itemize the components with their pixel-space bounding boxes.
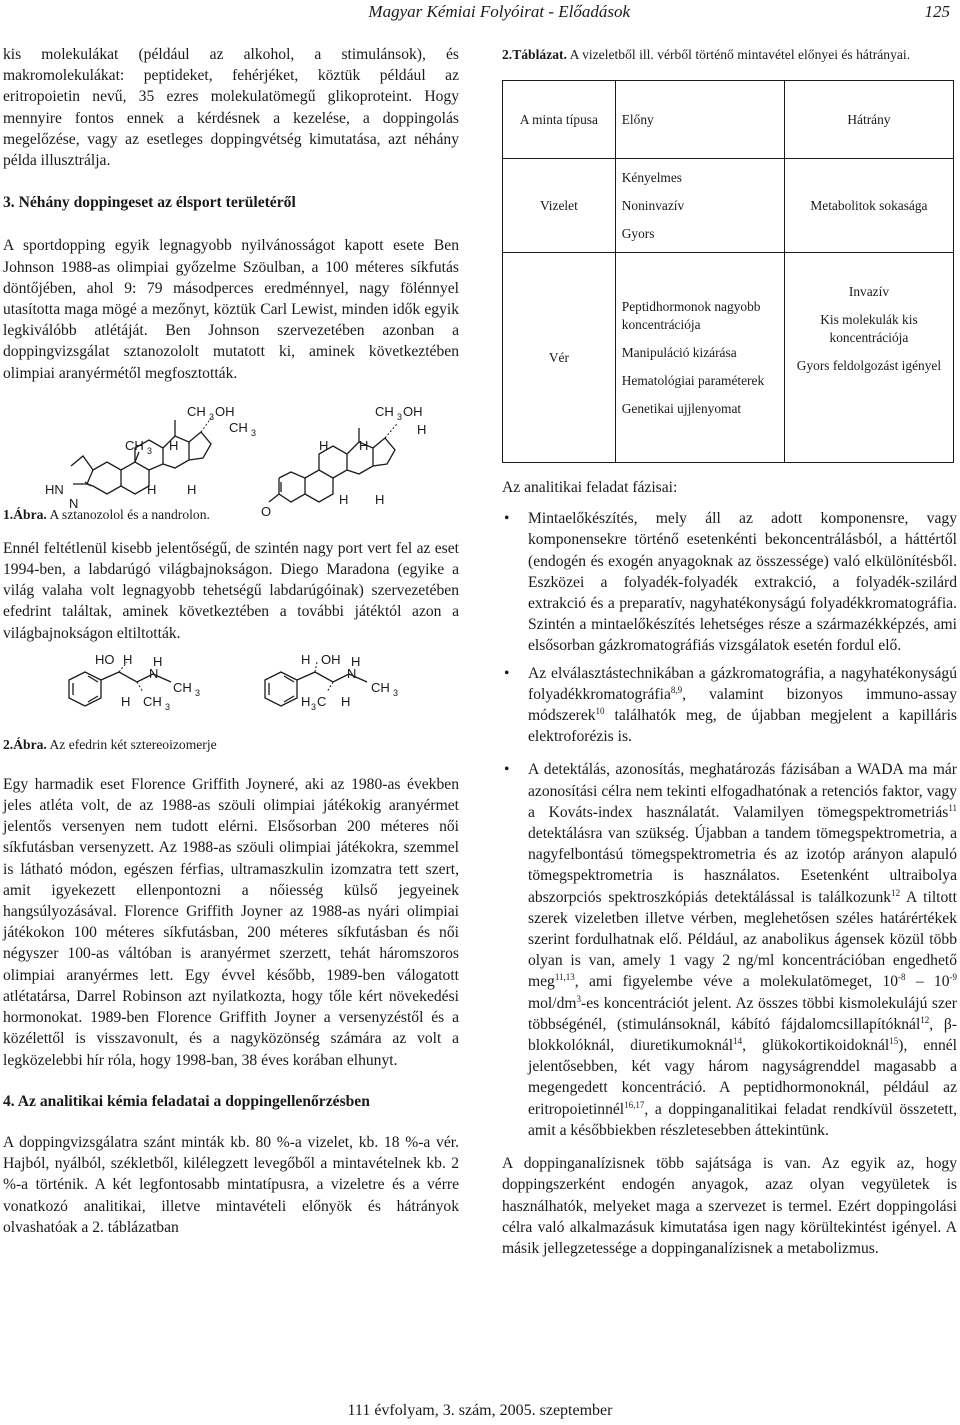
label-oh-b: OH (403, 403, 423, 419)
table-caption-text: A vizeletből ill. vérből történő mintavétel előnyei és hátrányai. (566, 47, 911, 62)
label-sub3-b: 3 (209, 411, 215, 422)
label-h-5: H (351, 653, 361, 669)
urine-pro-item: Gyors (621, 225, 655, 241)
label-h-3: H (121, 693, 131, 709)
label-h3c-h: H (301, 693, 311, 709)
bullet-icon: • (504, 761, 510, 779)
list-item (502, 508, 957, 656)
section-4-heading: 4. Az analitikai kémia feladatai a doppingellenőrzésben (3, 1092, 370, 1110)
label-sub3-a: 3 (147, 445, 153, 456)
label-sub3-d: 3 (397, 411, 403, 422)
table-header-row (503, 81, 954, 159)
label-h3c-c: C (317, 693, 327, 709)
label-h-4: H (301, 651, 311, 667)
label-ch3-c: CH (229, 419, 248, 435)
label-n-2: N (347, 665, 357, 681)
phase-separation: Az elválasztástechnikában a gázkromatográfia, a nagyhatékonyságú folyadékkromatográfia$^{8,9}$, valamint bizonyos immuno-assay módszerek$^{10}$ találhatók meg, de újabban megjelent a kapilláris elektroforézis is. (528, 664, 957, 746)
header-disadvantage: Hátrány (784, 81, 953, 159)
label-hn: HN (45, 481, 64, 497)
figure-2 (3, 650, 459, 754)
section-3-heading: 3. Néhány doppingeset az élsport területéről (3, 194, 296, 212)
label-ch3-1: CH (173, 679, 192, 695)
label-h-d: H (319, 437, 329, 453)
label-sub3-3: 3 (393, 687, 399, 698)
blood-con-item: Gyors feldolgozást igényel (796, 358, 942, 373)
stanozolol-nandrolone-structures (3, 388, 459, 520)
blood-pro-item: Manipuláció kizárása (621, 344, 737, 360)
label-h-6: H (341, 693, 351, 709)
sampling-table (502, 80, 954, 463)
label-ch3-b: CH (187, 403, 206, 419)
header-advantage: Előny (615, 81, 784, 159)
label-o: O (261, 503, 272, 519)
paragraph-maradona: Ennél feltétlenül kisebb jelentőségű, de szintén nagy port vert fel az eset 1994-ben, a labdarúgó világbajnokságon. Diego Maradona (egyike a világ valaha volt legnagyobb tehetségű labdarúgóinak) szervezetében efedrint találtak, aminek következtében a további játéktól azon a világbajnokságon eltiltották. (3, 539, 459, 642)
figure-1-caption (3, 506, 210, 524)
table-row (503, 159, 954, 253)
blood-pros (615, 253, 784, 463)
figure-1-number: 1.Ábra. (3, 506, 47, 522)
journal-title: Magyar Kémiai Folyóirat - Előadások (368, 2, 630, 21)
blood-con-item: Kis molekulák kis koncentrációja (820, 312, 918, 345)
paragraph-griffith-joyner: Egy harmadik eset Florence Griffith Joyneré, aki az 1980-as években jeles atléta volt, de az 1988-as szöuli olimpiai játékokig aranyérmet jelentős versenyen nem tudott elérni. Elsősorban 200 méteres női síkfutásban versenyzett. Az 1988-as szöuli olimpiai játékokra, szemmel is látható módon, egészen férfias, ultramaszkulin izomzatra tett szert, amit igyekezett ellenpontozni a nőiesség külső jegyeinek hangsúlyozásával. Florence Griffith Joyner az 1988-as nyári olimpiai játékokon 100 méteres síkfutásban, 200 méteres síkfutásban és női négyszer 100-as váltóban is aranyérmet szerzett, tehát háromszoros olimpiai aranyérmes lett. Egy évvel később, 1989-ben válogatott atlétatársa, Darrel Robinson azt nyilatkozta, hogy tőle kért növekedési hormonokat. 1989-ben Florence Griffith Joyner a versenyzéstől és a közélettől is visszavonult, és a nagyközönség számára az volt a legközelebbi hír róla, hogy 1998-ban, 38 éves korában elhunyt. (3, 775, 459, 1069)
label-ch3-d: CH (375, 403, 394, 419)
left-column (3, 44, 459, 1238)
page-footer: 111 évfolyam, 3. szám, 2005. szeptember (347, 1402, 613, 1419)
paragraph-samples: A doppingvizsgálatra szánt minták kb. 80 %-a vizelet, kb. 18 %-a vér. Hajból, nyálból, székletből, kilélegzett levegőből a mintavételnek kb. 2 %-a történik. A két legfontosabb mintatípusra, a vizeletre és a vérre vonatkozó analitikai, illetve mintavételi előnyök és hátrányok olvashatóak a 2. táblázatban (3, 1133, 459, 1236)
figure-2-caption (3, 736, 217, 754)
label-sub3-2: 3 (165, 701, 171, 712)
blood-pro-item: Hematológiai paraméterek (621, 372, 765, 388)
phase-sample-prep: Mintaelőkészítés, mely áll az adott komponensre, vagy komponensekre történő esetenkénti bekoncentrálásból, a háttértől (endogén és exogén anyagoknak az összessége) való elkülönítésből. Eszközei a folyadék-folyadék extrakció, a folyadék-szilárd extrakció és a preparatív, nagyhatékonyságú folyadékkromatográfia. Szintén a mintaelőkészítés lehetséges része a származékképzés, ami elsősorban gázkromatográfiás vizsgálatok esetén fordul elő. (528, 510, 957, 655)
label-h-1: H (123, 651, 133, 667)
label-ch3-a: CH (125, 437, 144, 453)
label-n-1: N (149, 665, 159, 681)
blood-pro-item: Genetikai ujjlenyomat (621, 400, 742, 416)
urine-pros (615, 159, 784, 253)
figure-2-text: Az efedrin két sztereoizomerje (46, 736, 217, 752)
blood-type: Vér (503, 253, 616, 463)
phases-heading: Az analitikai feladat fázisai: (502, 479, 678, 496)
label-h-a: H (169, 437, 179, 453)
label-ho: HO (95, 651, 115, 667)
figure-1 (3, 388, 459, 520)
label-h-h: H (417, 421, 427, 437)
label-sub3-c: 3 (251, 427, 257, 438)
intro-paragraph: kis molekulákat (például az alkohol, a stimulánsok), és makromolekulákat: peptideket, fehérjéket, köztük például az eritropoietin nevű, 35 ezres molekulatömegű glikoproteint. Hogy mennyire fontos ennek a kérdésnek a kezelése, a doppingolás megelőzése, vagy az esetleges doppingvétség kimutatása, azt néhány példa illusztrálja. (3, 46, 459, 170)
label-oh-a: OH (215, 403, 235, 419)
label-h-2: H (153, 653, 163, 669)
label-h-f: H (339, 491, 349, 507)
label-h-e: H (359, 437, 369, 453)
label-h-c: H (187, 481, 197, 497)
bullet-icon: • (504, 664, 510, 682)
label-ch3-3: CH (371, 679, 390, 695)
header-sample-type: A minta típusa (503, 81, 616, 159)
figure-1-text: A sztanozolol és a nandrolon. (46, 506, 210, 522)
paragraph-doping-analysis: A doppinganalízisnek több sajátsága is van. Az egyik az, hogy doppingszerként endogén anyagok, azaz olyan vegyületek is használhatók, melyeket maga a szervezet is termel. Ezért doppingolási célra való alkalmazásuk kimutatása igen nagy körültekintést igényel. A másik jellegzetessége a doppinganalízisnek a metabolizmus. (502, 1155, 957, 1257)
table-number: 2.Táblázat. (502, 47, 567, 62)
blood-con-item: Invazív (848, 284, 890, 299)
label-ch3-2: CH (143, 693, 162, 709)
urine-type: Vizelet (503, 159, 616, 253)
list-item (502, 663, 957, 748)
phases-list (502, 508, 957, 1141)
urine-pro-item: Noninvazív (621, 197, 685, 213)
label-h-g: H (375, 491, 385, 507)
right-column (502, 44, 957, 1259)
label-h-b: H (147, 481, 157, 497)
label-n: N (69, 495, 79, 511)
urine-pro-item: Kényelmes (621, 169, 682, 185)
page-number: 125 (924, 2, 950, 21)
table-row (503, 253, 954, 463)
list-item (502, 759, 957, 1141)
page-header (0, 2, 960, 26)
paragraph-ben-johnson: A sportdopping egyik legnagyobb nyilvánosságot kapott esete Ben Johnson 1988-as olimpiai győzelme Szöulban, a 100 méteres síkfutás döntőjében, ahol 9: 79 másodperces eredménnyel, nagy fölénnyel utasította maga mögé a mezőnyt, köztük Carl Lewist, minden idők egyik legkiválóbb atlétáját. Ben Johnson szervezetében azonban a doppingvizsgálat sztanozololt mutatott ki, aminek következtében olimpiai aranyérmétől megfosztották. (3, 237, 459, 382)
blood-pro-item: Peptidhormonok nagyobb koncentrációja (621, 298, 761, 332)
label-sub3-1: 3 (195, 687, 201, 698)
urine-cons: Metabolitok sokasága (784, 159, 953, 253)
figure-2-number: 2.Ábra. (3, 736, 47, 752)
bullet-icon: • (504, 510, 510, 528)
blood-cons (784, 253, 953, 463)
label-h3c-sub: 3 (311, 701, 317, 712)
table-caption (502, 46, 957, 64)
phase-detection: A detektálás, azonosítás, meghatározás fázisában a WADA ma már azonosítási célra nem tekinti elfogadhatónak a retenciós faktor, vagy a Kováts-index használatát. Valamilyen tömegspektrometriás$^{11}$ detektálásra van szükség. Újabban a tandem tömegspektrometria, a nagyfelbontású tömegspektrometria és az izotóp arányon alapuló tömegspektrometria is használatos. Esetenként ultraibolya abszorpciós spektroszkópiás detektálással is találkozunk$^{12}$ A tiltott szerek vizeletben illetve vérben, meglehetősen széles határértékek szerint fordulhatnak elő. Például, az anabolikus ágensek közül több olyan is van, amely 1 vagy 2 ng/ml koncentrációban engedhető meg$^{11,13}$, ami figyelembe véve a molekulatömeget, $10^{-8} - 10^{-9}$ mol/$dm^3-es$ koncentrációt jelent. Az összes többi kismolekulájú szer többségénél, (stimulánsoknál, kábító fájdalomcsillapítóknál$^{12}$, β-blokkolóknál, diuretikumoknál$^{14}$, glükokortikoidoknál$^{15}$), ennél jelentősebben, két vagy három nagyságrenddel magasabb a megengedett koncentráció. A peptidhormonoknál, például az eritropoietinnél$^{16,17}$, a doppinganalitikai feladat rendkívül összetett, amit a későbbiekben részletesebben áttekintünk. (528, 761, 958, 1139)
label-oh: OH (321, 651, 341, 667)
